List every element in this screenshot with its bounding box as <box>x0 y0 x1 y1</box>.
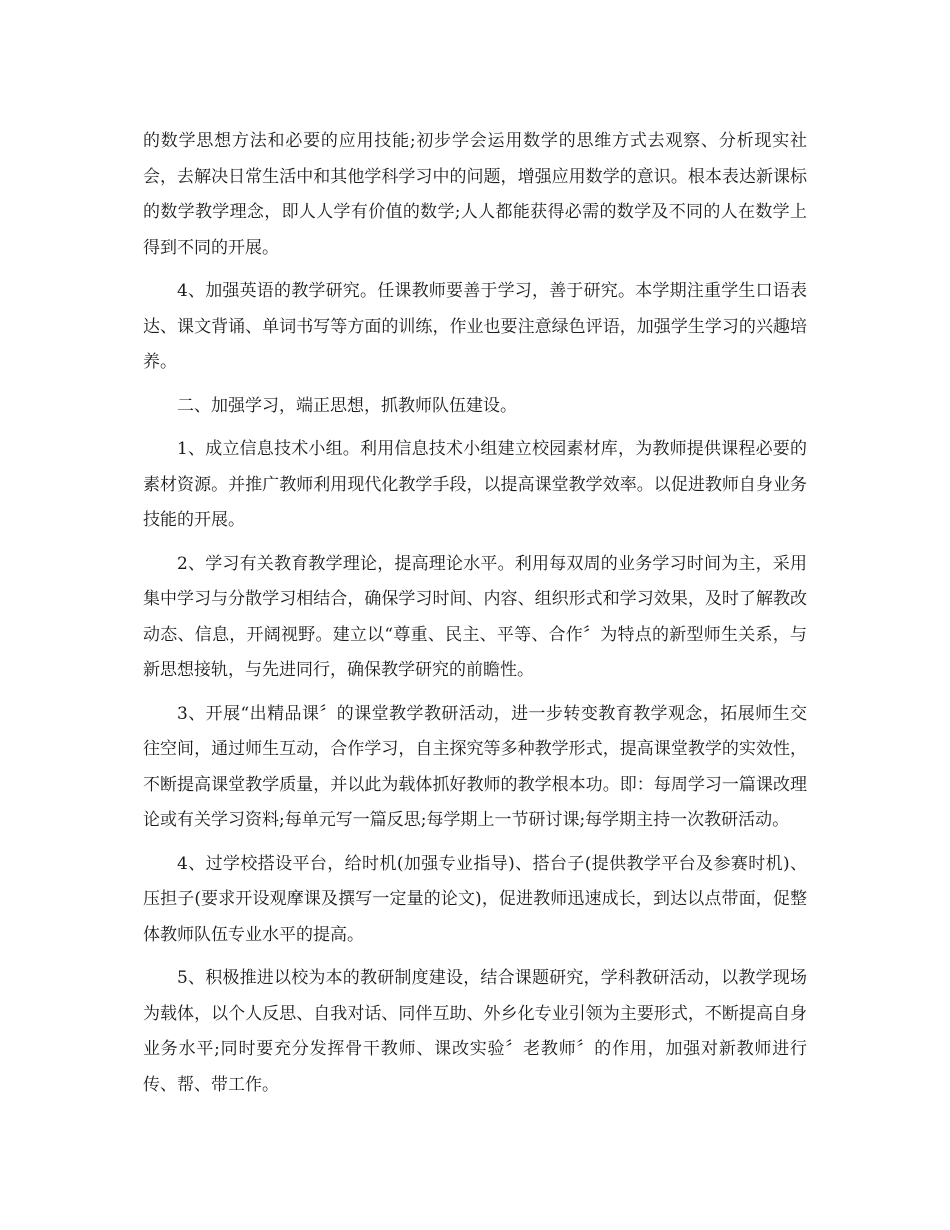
paragraph-6: 3、开展“出精品课〞的课堂教学教研活动，进一步转变教育教学观念，拓展师生交往空间，通过师生互动，合作学习，自主探究等多种教学形式，提高课堂教学的实效性，不断提高课堂教学质量，并以此为载体抓好教师的教学根本功。即：每周学习一篇课改理论或有关学习资料;每单元写一篇反思;每学期上一节研讨课;每学期主持一次教研活动。 <box>143 703 807 830</box>
paragraph-8: 5、积极推进以校为本的教研制度建设，结合课题研究，学科教研活动，以教学现场为载体，以个人反思、自我对话、同伴互助、外乡化专业引领为主要形式，不断提高自身业务水平;同时要充分发挥骨干教师、课改实验〞老教师〞的作用，加强对新教师进行传、帮、带工作。 <box>143 968 807 1095</box>
paragraph-7: 4、过学校搭设平台，给时机(加强专业指导)、搭台子(提供教学平台及参赛时机)、压担子(要求开设观摩课及撰写一定量的论文)，促进教师迅速成长，到达以点带面，促整体教师队伍专业水平的提高。 <box>143 853 807 945</box>
paragraph-5: 2、学习有关教育教学理论，提高理论水平。利用每双周的业务学习时间为主，采用集中学习与分散学习相结合，确保学习时间、内容、组织形式和学习效果，及时了解教改动态、信息，开阔视野。建立以“尊重、民主、平等、合作〞为特点的新型师生关系，与新思想接轨，与先进同行，确保教学研究的前瞻性。 <box>143 553 807 680</box>
paragraph-2: 4、加强英语的教学研究。任课教师要善于学习，善于研究。本学期注重学生口语表达、课文背诵、单词书写等方面的训练，作业也要注意绿色评语，加强学生学习的兴趣培养。 <box>143 281 807 372</box>
document-body <box>143 124 807 1111</box>
paragraph-4: 1、成立信息技术小组。利用信息技术小组建立校园素材库，为教师提供课程必要的素材资源。并推广教师利用现代化教学手段，以提高课堂教学效率。以促进教师自身业务技能的开展。 <box>143 439 807 530</box>
section-heading: 二、加强学习，端正思想，抓教师队伍建设。 <box>177 395 517 416</box>
paragraph-1: 的数学思想方法和必要的应用技能;初步学会运用数学的思维方式去观察、分析现实社会，去解决日常生活中和其他学科学习中的问题，增强应用数学的意识。根本表达新课标的数学教学理念，即人人学有价值的数学;人人都能获得必需的数学及不同的人在数学上得到不同的开展。 <box>143 131 807 258</box>
